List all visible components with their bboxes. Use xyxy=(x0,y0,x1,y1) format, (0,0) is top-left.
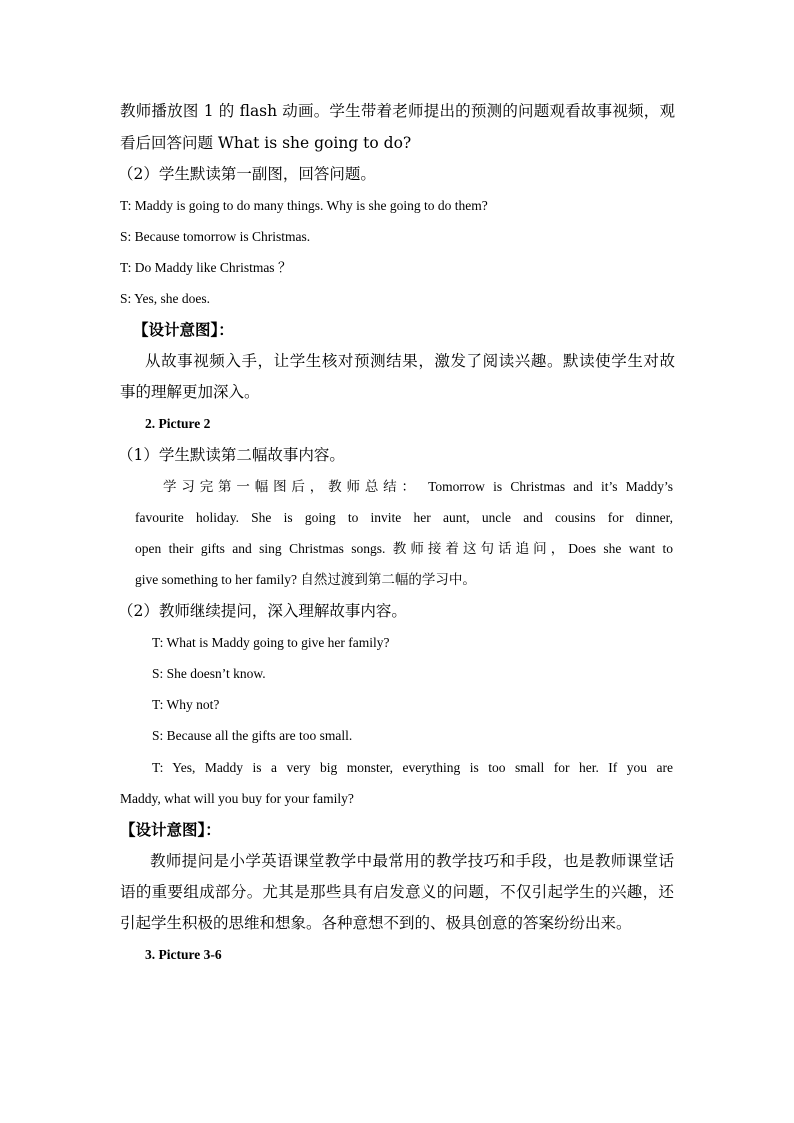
paragraph-line: open their gifts and sing Christmas songs. 教师接着这句话追问，Does she want to xyxy=(135,541,673,556)
paragraph-line: 引起学生积极的思维和想象。各种意想不到的、极具创意的答案纷纷出来。 xyxy=(120,914,632,932)
dialogue-line: S: Because tomorrow is Christmas. xyxy=(120,229,311,244)
paragraph-line: 事的理解更加深入。 xyxy=(120,383,260,401)
section-heading: 2. Picture 2 xyxy=(145,416,211,431)
design-intent-heading: 【设计意图】： xyxy=(133,320,234,339)
dialogue-line: T: Why not? xyxy=(152,697,220,712)
dialogue-line: T: Do Maddy like Christmas ？ xyxy=(120,260,292,275)
dialogue-line: S: She doesn’t know. xyxy=(152,666,266,681)
dialogue-line: T: Maddy is going to do many things. Why is she going to do them? xyxy=(120,198,488,213)
dialogue-line: S: Yes, she does. xyxy=(120,291,211,306)
paragraph-line: give something to her family? 自然过渡到第二幅的学习中。 xyxy=(135,572,476,587)
paragraph-line: 从故事视频入手，让学生核对预测结果，激发了阅读兴趣。默读使学生对故 xyxy=(145,352,675,370)
dialogue-line: T: Yes, Maddy is a very big monster, everything is too small for her. If you are xyxy=(152,760,673,775)
paragraph-line: 看后回答问题 What is she going to do? xyxy=(120,134,412,152)
paragraph-line: 学习完第一幅图后，教师总结： Tomorrow is Christmas and it’s Maddy’s xyxy=(163,479,673,494)
dialogue-line: T: What is Maddy going to give her family? xyxy=(152,635,390,650)
design-intent-heading: 【设计意图】： xyxy=(120,820,221,839)
dialogue-line: Maddy, what will you buy for your family? xyxy=(120,791,354,806)
paragraph-line: 教师提问是小学英语课堂教学中最常用的教学技巧和手段，也是教师课堂话 xyxy=(150,852,674,870)
step-heading: （1）学生默读第二幅故事内容。 xyxy=(118,446,345,464)
section-heading: 3. Picture 3-6 xyxy=(145,947,222,962)
step-heading: （2）教师继续提问，深入理解故事内容。 xyxy=(118,602,407,620)
paragraph-line: 教师播放图 1 的 flash 动画。学生带着老师提出的预测的问题观看故事视频，观 xyxy=(120,102,675,120)
paragraph-line: favourite holiday. She is going to invite her aunt, uncle and cousins for dinner, xyxy=(135,510,673,525)
dialogue-line: S: Because all the gifts are too small. xyxy=(152,728,353,743)
paragraph-line: 语的重要组成部分。尤其是那些具有启发意义的问题，不仅引起学生的兴趣，还 xyxy=(120,883,674,901)
step-heading: （2）学生默读第一副图，回答问题。 xyxy=(118,165,376,183)
